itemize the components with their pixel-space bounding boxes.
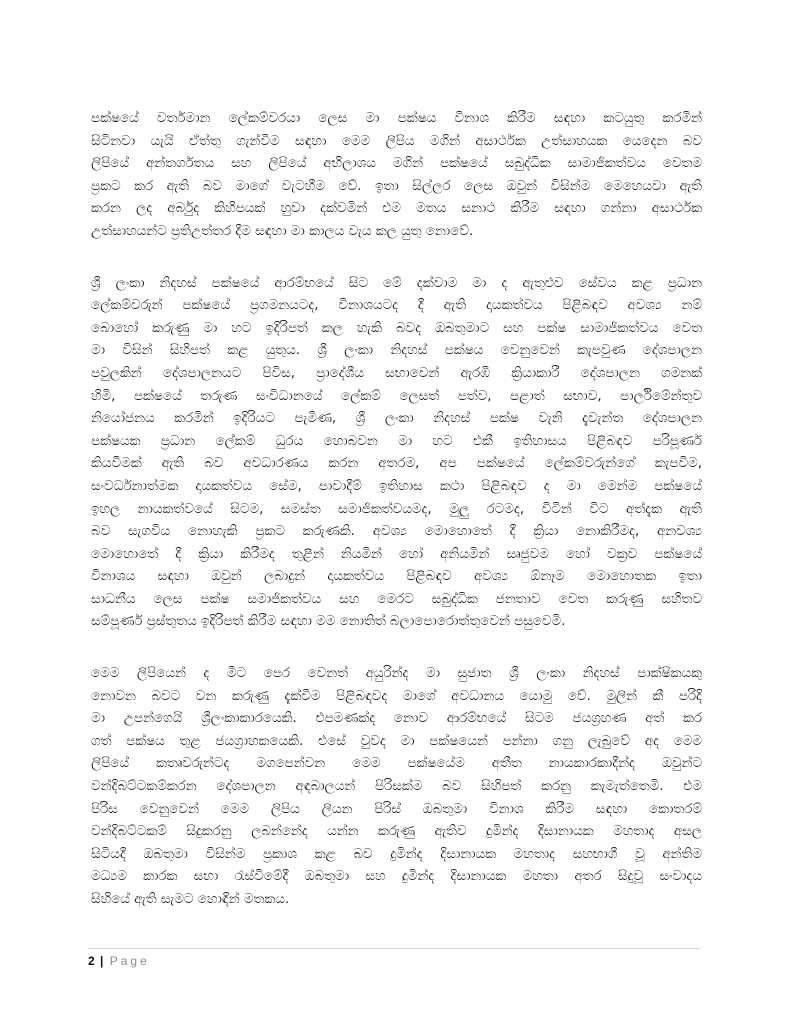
paragraph-1 [91,108,702,244]
text-line: ලිපියේ කතෘවරුන්ටද මගපෙන්වන මෙම පක්ෂයේම අතීත නායකාරකාදීන්ද ඔවුන්ට [91,756,702,772]
text-line: සම්පූර්ණ ප්‍රස්තුතය ඉදිරිපත් කිරීම සඳහා මම නොතිත් බලාපොරොත්තුවෙන් පසුවෙමි. [91,614,566,630]
text-line: සිටිනවා යැයි ඒත්තු ගැන්වීම සඳහා මෙම ලිපිය මගින් අසාර්ථක උත්සාහයක යෙදෙන බව [91,133,702,149]
text-line: ප්‍රකට කර ඇති බව මාගේ වැටහීම වේ. ඉතා සිල්ලර ලෙස ඔවුන් විසින්ම මෙහෙයවා ඇති [91,178,702,194]
text-line: සිටියදී ඔබතුමා විසින්ම ප්‍රකාශ කළ බව දුමින්ද දිසානායක මහතාද සහභාගී වූ අන්තිම [91,846,702,862]
text-line: ලිපියේ අන්තර්ගතය සහ ලිපියේ අභිලාශය මගින් පක්ෂයේ සබුද්ධික සාමාජිකත්වය වෙතම [91,156,702,172]
page-footer [88,953,700,969]
paragraph-2 [91,273,702,635]
text-line: ගත් පක්ෂය තුළ ජයග්‍රාහකයෙකි. එසේ වුවද මා පක්ෂයෙන් පන්නා ගනු ලැබුවේ අද මෙම [91,733,702,749]
text-line: කියවීමක් ඇති බව අවධාරණය කරන අතරම, අප පක්ෂයේ ලේකම්වරුන්ගේ කැපවීම, [91,456,702,472]
text-line: බොහෝ කරුණු මා හට ඉදිරිපත් කල හැකි බවද ඔබතුමාට සහ පක්ෂ සාමාජිකත්වය වෙත [91,320,702,336]
text-line: මා විසින් සිහිපත් කළ යුතුය. ශ්‍රී ලංකා නිදහස් පක්ෂය වෙනුවෙන් කැපවුණ දේශපාලන [91,343,702,359]
text-line: මා උපන්ගෙයි ශ්‍රීලංකාකාරයෙකි. එපමණක්ද නොව ආරම්භයේ සිටම ජයග්‍රහණ අත් කර [91,711,702,727]
text-line: මොහොතේ දී ක්‍රියා කිරීමද තුළින් නියමින් හෝ අනියමින් සෘජුවම හෝ වක්‍රව පක්ෂයේ [91,546,702,562]
text-line: පක්ෂයක ප්‍රධාන ලේකම් ධුරය හොබවන මා හට එකී ඉතිහාසය පිළිබඳව පරිපූර්ණ [91,433,702,449]
text-line: පක්ෂයේ වර්තමාන ලේකම්වරයා ලෙස මා පක්ෂය විනාශ කිරීම සඳහා කටයුතු කරමින් [91,111,702,126]
text-line: මධ්‍යම කාරක සභා රැස්වීමේදී ඔබතුමා සහ දුමින්ද දිසානායක මහතා අතර සිදුවූ සංවාදය [91,869,702,885]
text-line: සංවර්ධනාත්මක දායකත්වය සේම, පාවාදීම් ඉතිහාස කථා පිළිබඳව ද මා මෙන්ම පක්ෂයේ [91,478,702,494]
text-line: සාධනීය ලෙස පක්ෂ සමාජිකත්වය සහ මෙරට සබුද්ධික ජනතාව වෙත කරුණු සහිතව [91,591,702,607]
footer-area [88,948,700,1009]
text-line: පවුලකින් දේශපාලනයට පිවිස, ප්‍රාදේශීය සභාවෙන් ඇරඹී ක්‍රියාකාරී දේශපාලන ගමනක් [91,365,702,381]
page-label: Page [109,953,150,968]
footer-separator: | [100,953,104,968]
text-line: පිරිස වෙනුවෙන් මෙම ලිපිය ලියන පිරිස් ඔබතුමා විනාශ කිරීම සඳහා කොතරම් [91,801,702,817]
text-line: නොවන බවට වන කරුණු දැක්වීම පිළිබඳවද මාගේ අවධානය යොමු වේ. මුලින් කී පරිදි [91,688,702,704]
text-line: ශ්‍රී ලංකා නිදහස් පක්ෂයේ ආරම්භයේ සිට මේ දක්වාම මා ද ඇතුළුව සේවය කළ ප්‍රධාන [91,275,702,291]
text-line: වන්දිබට්ටකම් සිදුකරනු ලබන්නේද යන්න කරුණු ඇතිව දුමින්ද දිසානායක මහතාද අසල [91,824,702,840]
text-line: නියෝජනය කරමින් ඉදිරියට පැමිණ, ශ්‍රී ලංකා නිදහස් පක්ෂ වැනි දැවැන්ත දේශපාලන [91,411,702,427]
text-line: වන්දිබට්ටකම්කරන දේශපාලන අඳබාලයන් පිරිසක්ම බව සිහිපත් කරනු කැමැත්තෙමි. එම [91,779,702,795]
paragraph-3 [91,663,702,912]
text-line: බව සැගවිය නොහැකි ප්‍රකට කරුණකි. අවශ්‍ය මොහොතේ දී ක්‍රියා නොකිරීමද, අනවශ්‍ය [91,524,702,540]
footer-divider [88,948,700,949]
page-number: 2 [88,953,95,968]
text-line: ඉහල නායකත්වයේ සිටම, සමස්ත සමාජිකත්වයමද, මුලු රටමද, විටින් විට අත්දැක ඇති [91,501,702,517]
text-line: ලේකම්වරුන් පක්ෂයේ ප්‍රගමනයටද, විනාශයටද දී ඇති දායකත්වය පිළිබඳව අවශ්‍ය නම් [91,298,702,314]
text-line: උත්සාහයන්ට ප්‍රතිඋත්තර දීම සඳහා මා කාලය වැය කල යුතු නොවේ. [91,223,474,239]
text-line: මෙම ලිපියෙන් ද මීට පෙර වෙනත් අයුරින්ද මා සුජාත ශ්‍රී ලංකා නිදහස් පාක්ෂිකයකු [91,666,702,682]
text-line: කරන ලද අර්බුද කිහිපයක් හුවා දක්වමින් එම මතය සනාථ කිරීම සඳහා ගන්නා අසාර්ථක [91,201,702,217]
text-line: සිහියේ ඇති සැමට හොඳින් මතකය. [91,892,290,907]
text-line: විනාශය සඳහා ඔවුන් ලබාදුන් දායකත්වය පිළිබඳව අවශ්‍ය ඕනෑම මොහොතක ඉතා [91,569,702,585]
text-line: හිමි, පක්ෂයේ තරුණ සංවිධානයේ ලේකම් ලෙසත් පත්ව, පළාත් සභාව, පාර්ලිමේන්තුව [91,388,702,404]
